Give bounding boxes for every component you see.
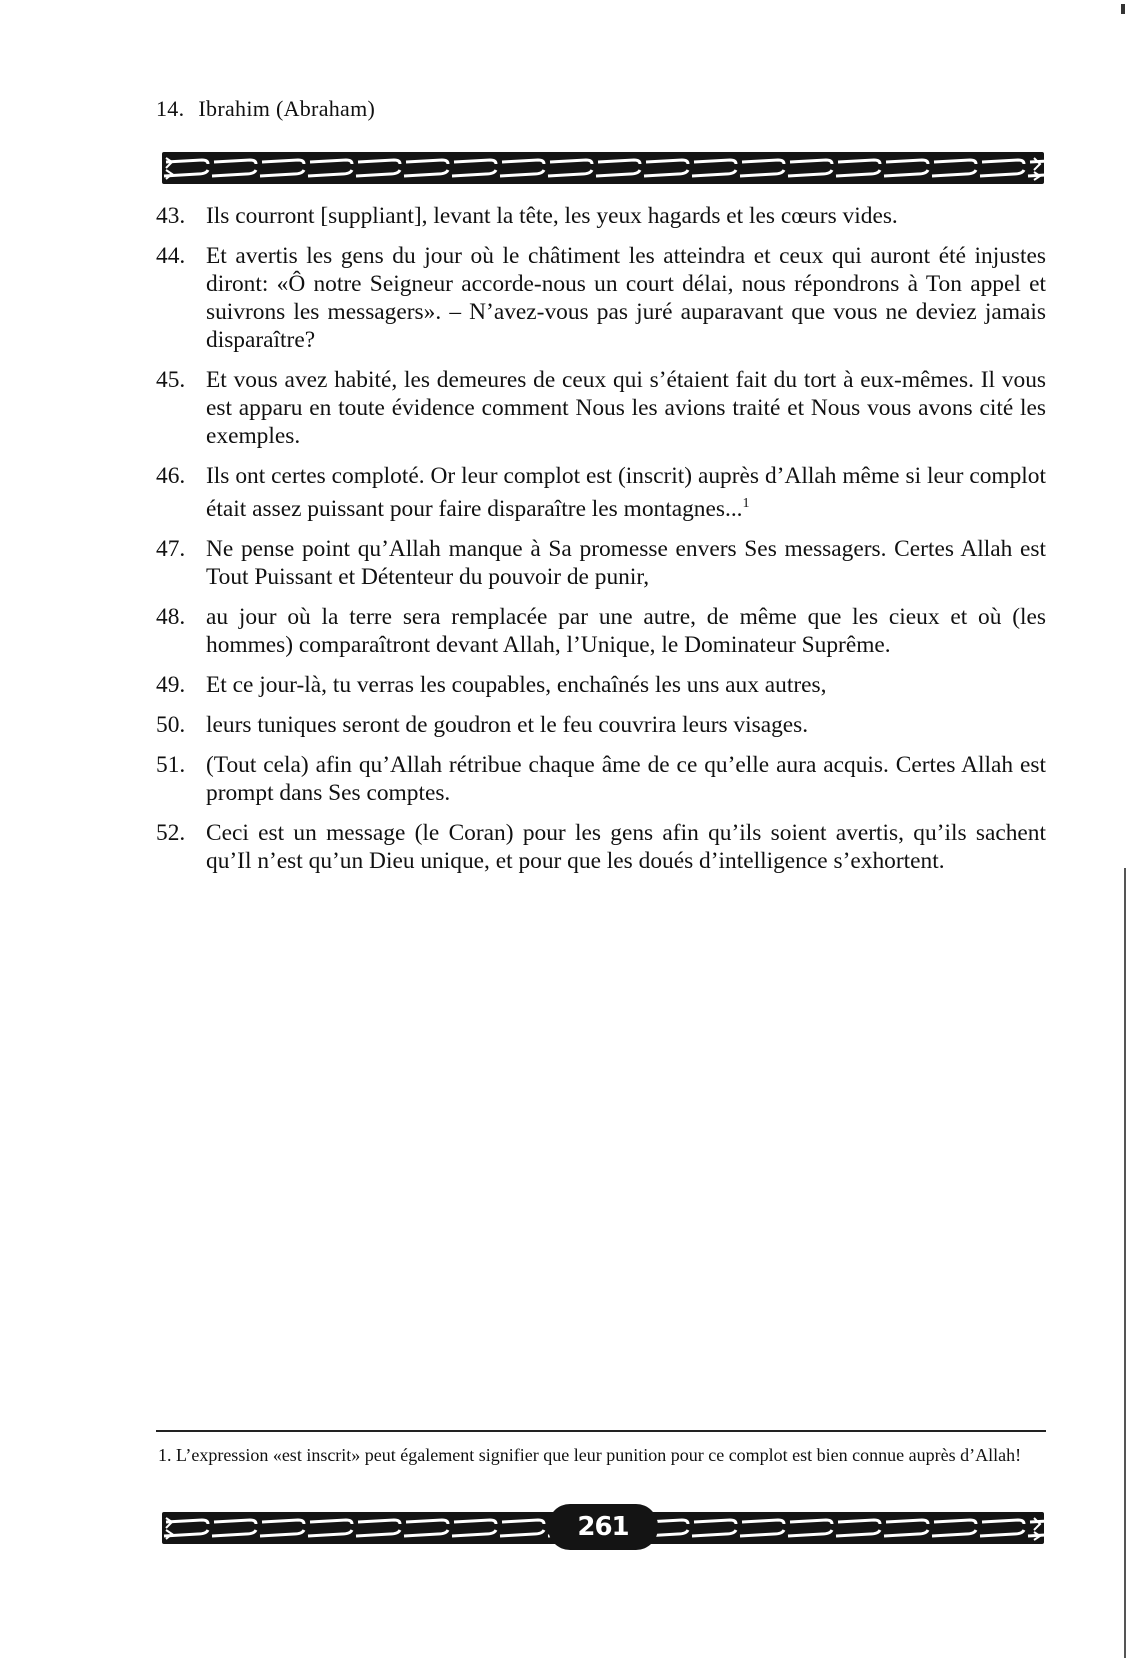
chapter-number: 14. xyxy=(156,96,185,121)
verse-45 xyxy=(156,366,1046,450)
verse-number: 43. xyxy=(156,203,186,229)
verse-number: 49. xyxy=(156,672,186,698)
verse-text: Et vous avez habité, les demeures de ceux qui s’étaient fait du tort à eux-mêmes. Il vous est apparu en toute évidence comment Nous les avions traité et Nous vous avons cité les exemples. xyxy=(206,367,1046,449)
verse-47 xyxy=(156,535,1046,591)
verse-number: 45. xyxy=(156,367,186,393)
page-number-badge xyxy=(548,1504,658,1550)
chapter-title: Ibrahim (Abraham) xyxy=(198,96,376,121)
scan-mark xyxy=(1121,4,1125,14)
verse-52 xyxy=(156,819,1046,875)
footnote-number: 1. xyxy=(158,1445,172,1465)
running-header xyxy=(156,96,375,122)
verse-49 xyxy=(156,671,1046,699)
verse-50 xyxy=(156,711,1046,739)
verse-number: 51. xyxy=(156,752,186,778)
verse-number: 44. xyxy=(156,243,186,269)
verse-text: Ne pense point qu’Allah manque à Sa promesse envers Ses messagers. Certes Allah est Tout Puissant et Détenteur du pouvoir de punir, xyxy=(206,536,1046,590)
footnote-1 xyxy=(158,1444,1044,1466)
verse-44 xyxy=(156,242,1046,354)
top-ornament-band xyxy=(162,152,1044,184)
verse-43 xyxy=(156,202,1046,230)
verse-text: (Tout cela) afin qu’Allah rétribue chaque âme de ce qu’elle aura acquis. Certes Allah est prompt dans Ses comptes. xyxy=(206,752,1046,806)
verse-text-wrapper xyxy=(206,462,1046,523)
verse-number: 46. xyxy=(156,463,186,489)
verse-text: au jour où la terre sera remplacée par une autre, de même que les cieux et où (les hommes) comparaîtront devant Allah, l’Unique, le Dominateur Suprême. xyxy=(206,604,1046,658)
verse-48 xyxy=(156,603,1046,659)
footnote-divider xyxy=(156,1430,1046,1432)
footnote-reference[interactable]: 1 xyxy=(742,496,750,511)
footnote-text: L’expression «est inscrit» peut également signifier que leur punition pour ce complot est bien connue auprès d’Allah! xyxy=(176,1445,1022,1465)
chain-ornament-top xyxy=(162,152,1044,184)
verse-number: 47. xyxy=(156,536,186,562)
verse-text: Et avertis les gens du jour où le châtiment les atteindra et ceux qui auront été injustes diront: «Ô notre Seigneur accorde-nous un court délai, nous répondrons à Ton appel et suivrons les messagers». – N’avez-vous pas juré auparavant que vous ne deviez jamais disparaître? xyxy=(206,243,1046,353)
verse-text: leurs tuniques seront de goudron et le feu couvrira leurs visages. xyxy=(206,712,809,738)
page-number: 261 xyxy=(577,1512,629,1542)
verse-text: Ils ont certes comploté. Or leur complot est (inscrit) auprès d’Allah même si leur complot était assez puissant pour faire disparaître les montagnes... xyxy=(206,463,1046,522)
verse-text: Ils courront [suppliant], levant la tête, les yeux hagards et les cœurs vides. xyxy=(206,203,898,229)
verse-number: 50. xyxy=(156,712,186,738)
verse-46 xyxy=(156,462,1046,523)
verse-number: 48. xyxy=(156,604,186,630)
verse-text: Et ce jour-là, tu verras les coupables, enchaînés les uns aux autres, xyxy=(206,672,827,698)
verse-number: 52. xyxy=(156,820,186,846)
verse-list xyxy=(156,202,1046,887)
verse-text: Ceci est un message (le Coran) pour les gens afin qu’ils soient avertis, qu’ils sachent qu’Il n’est qu’un Dieu unique, et pour que les doués d’intelligence s’exhortent. xyxy=(206,820,1046,874)
verse-51 xyxy=(156,751,1046,807)
page-edge-line xyxy=(1124,868,1126,1658)
